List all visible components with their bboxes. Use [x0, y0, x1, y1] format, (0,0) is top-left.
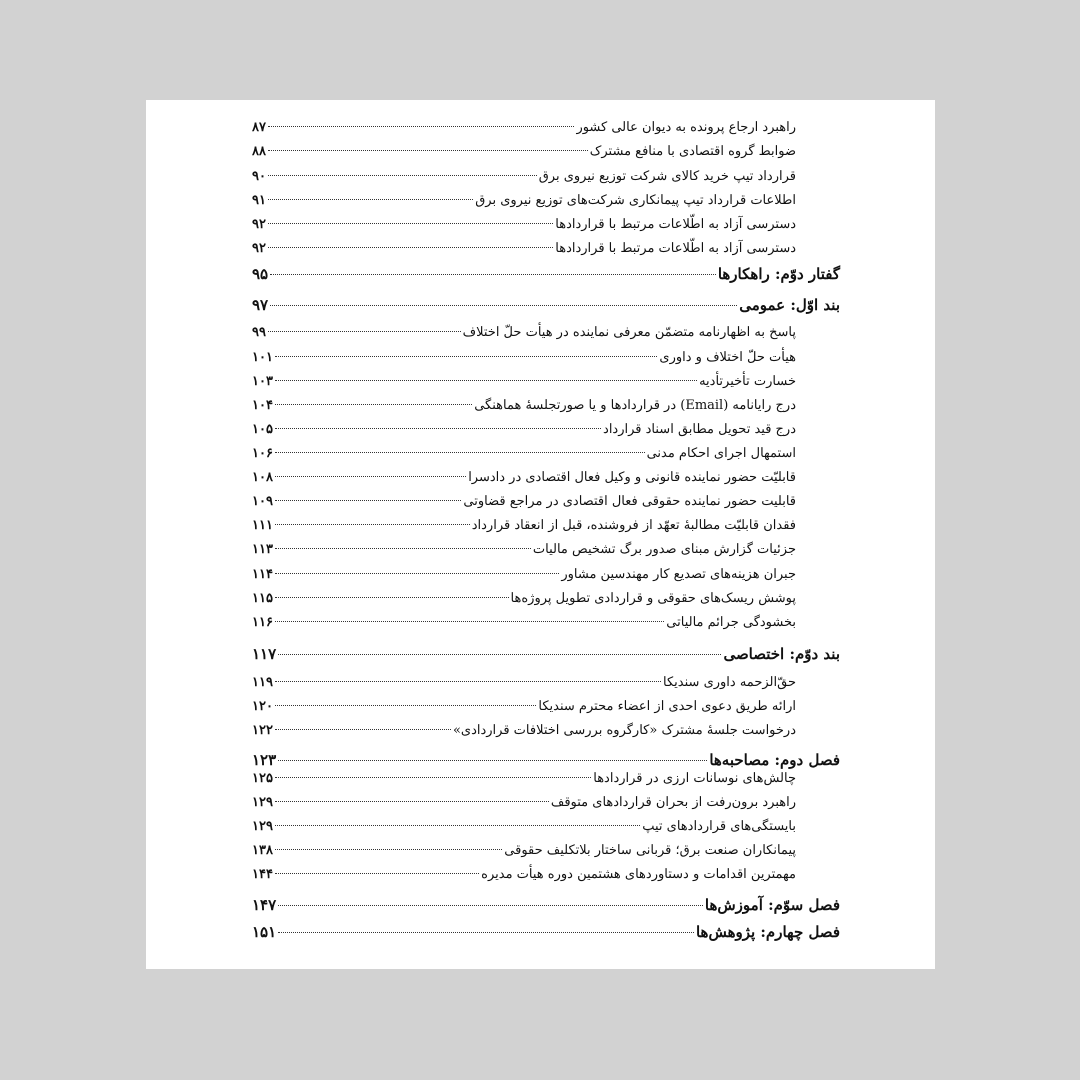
toc-entry-title: درج قید تحویل مطابق اسناد قرارداد [603, 422, 796, 437]
toc-entry-title: مهمترین اقدامات و دستاوردهای هشتمین دوره هیأت مدیره [481, 867, 796, 882]
toc-page-number: ۱۰۳ [252, 374, 273, 389]
toc-entry-row [252, 675, 796, 690]
dot-leader [278, 654, 721, 655]
toc-entry-row [252, 567, 796, 582]
toc-page-number: ۹۱ [252, 193, 266, 208]
toc-page-number: ۹۵ [252, 265, 269, 283]
toc-page-number: ۱۰۴ [252, 398, 273, 413]
toc-entry-title: ضوابط گروه اقتصادی با منافع مشترک [589, 144, 796, 159]
toc-heading-row [252, 896, 840, 914]
toc-page-number: ۱۳۸ [252, 843, 273, 858]
toc-entry-title: بایستگی‌های قراردادهای تیپ [642, 819, 796, 834]
toc-page-number: ۹۹ [252, 325, 266, 340]
toc-entry-row [252, 144, 796, 159]
toc-page-number: ۱۰۵ [252, 422, 273, 437]
toc-entry-title: پوشش ریسک‌های حقوقی و قراردادی تطویل پروژه‌ها [510, 591, 796, 606]
dot-leader [268, 175, 537, 176]
toc-entry-title: دسترسی آزاد به اطّلاعات مرتبط با قراردادها [555, 241, 796, 256]
dot-leader [268, 331, 461, 332]
dot-leader [268, 247, 553, 248]
toc-page-number: ۱۱۳ [252, 542, 273, 557]
toc-entry-row [252, 470, 796, 485]
dot-leader [275, 356, 657, 357]
dot-leader [275, 524, 470, 525]
dot-leader [268, 150, 588, 151]
toc-page-number: ۱۲۰ [252, 699, 273, 714]
toc-entry-row [252, 217, 796, 232]
toc-entry-title: فصل دوم: مصاحبه‌ها [709, 751, 840, 769]
dot-leader [270, 305, 737, 306]
toc-entry-row [252, 615, 796, 630]
toc-entry-title: چالش‌های نوسانات ارزی در قراردادها [593, 771, 796, 786]
dot-leader [275, 777, 591, 778]
toc-page-number: ۱۲۹ [252, 819, 273, 834]
toc-entry-title: دسترسی آزاد به اطّلاعات مرتبط با قراردادها [555, 217, 796, 232]
dot-leader [268, 199, 473, 200]
toc-page-number: ۹۲ [252, 241, 266, 256]
toc-entry-row [252, 795, 796, 810]
toc-page-number: ۸۷ [252, 120, 266, 135]
toc-entry-title: حقّ‌الزحمه داوری سندیکا [663, 675, 796, 690]
dot-leader [275, 404, 472, 405]
dot-leader [275, 500, 461, 501]
toc-page-number: ۹۷ [252, 296, 269, 314]
dot-leader [275, 849, 502, 850]
dot-leader [275, 548, 531, 549]
dot-leader [275, 729, 451, 730]
dot-leader [278, 932, 694, 933]
toc-entry-row [252, 843, 796, 858]
dot-leader [275, 476, 466, 477]
dot-leader [275, 705, 536, 706]
toc-entry-row [252, 374, 796, 389]
toc-entry-row [252, 325, 796, 340]
toc-entry-row [252, 819, 796, 834]
toc-entry-title: فصل چهارم: پژوهش‌ها [695, 923, 840, 941]
toc-entry-title: قابلیّت حضور نماینده قانونی و وکیل فعال اقتصادی در دادسرا [468, 470, 796, 485]
dot-leader [275, 825, 640, 826]
toc-entry-title: پاسخ به اظهارنامه متضمّن معرفی نماینده در هیأت حلّ اختلاف [462, 325, 796, 340]
toc-entry-row [252, 241, 796, 256]
dot-leader [275, 428, 601, 429]
toc-entry-row [252, 169, 796, 184]
toc-entry-title: فقدان قابلیّت مطالبهٔ تعهّد از فروشنده، قبل از انعقاد قرارداد [471, 518, 796, 533]
toc-entry-title: ارائه طریق دعوی احدی از اعضاء محترم سندیکا [538, 699, 796, 714]
toc-page-number: ۱۰۹ [252, 494, 273, 509]
dot-leader [268, 223, 553, 224]
toc-entry-row [252, 446, 796, 461]
toc-entry-row [252, 867, 796, 882]
toc-entry-title: بند اوّل: عمومی [739, 296, 840, 314]
toc-entry-title: درج رایانامه (Email) در قراردادها و یا صورتجلسهٔ هماهنگی [474, 398, 796, 413]
toc-entry-row [252, 542, 796, 557]
toc-page-number: ۱۱۴ [252, 567, 273, 582]
toc-page-number: ۹۲ [252, 217, 266, 232]
toc-page-number: ۱۱۱ [252, 518, 273, 533]
toc-entry-title: درخواست جلسهٔ مشترک «کارگروه بررسی اختلافات قراردادی» [452, 723, 796, 738]
toc-entry-title: بخشودگی جرائم مالیاتی [666, 615, 796, 630]
toc-heading-row [252, 296, 840, 314]
toc-entry-row [252, 422, 796, 437]
dot-leader [270, 274, 716, 275]
toc-page-number: ۱۱۵ [252, 591, 273, 606]
toc-page-number: ۱۲۲ [252, 723, 273, 738]
toc-page-number: ۱۵۱ [252, 923, 277, 941]
toc-entry-row [252, 591, 796, 606]
toc-entry-row [252, 120, 796, 135]
toc-heading-row [252, 265, 840, 283]
toc-entry-title: قرارداد تیپ خرید کالای شرکت توزیع نیروی برق [538, 169, 796, 184]
toc-heading-row [252, 645, 840, 663]
dot-leader [278, 760, 707, 761]
toc-page-number: ۱۰۸ [252, 470, 273, 485]
toc-entry-title: اطلاعات قرارداد تیپ پیمانکاری شرکت‌های توزیع نیروی برق [475, 193, 796, 208]
toc-entry-row [252, 771, 796, 786]
toc-entry-row [252, 494, 796, 509]
toc-entry-title: استمهال اجرای احکام مدنی [646, 446, 796, 461]
toc-page-number: ۱۲۹ [252, 795, 273, 810]
toc-page-number: ۱۰۱ [252, 350, 273, 365]
toc-entry-title: پیمانکاران صنعت برق؛ قربانی ساختار بلاتکلیف حقوقی [504, 843, 796, 858]
toc-page-number: ۱۴۷ [252, 896, 277, 914]
toc-page-number: ۱۰۶ [252, 446, 273, 461]
dot-leader [275, 380, 697, 381]
document-page [146, 100, 935, 969]
toc-entry-title: بند دوّم: اختصاصی [723, 645, 840, 663]
table-of-contents [146, 100, 935, 969]
toc-entry-title: گفتار دوّم: راهکارها [717, 265, 840, 283]
toc-page-number: ۱۱۶ [252, 615, 273, 630]
toc-entry-title: خسارت تأخیرتأدیه [699, 374, 796, 389]
dot-leader [275, 597, 509, 598]
toc-entry-row [252, 350, 796, 365]
toc-entry-row [252, 723, 796, 738]
dot-leader [268, 126, 574, 127]
toc-entry-title: قابلیت حضور نماینده حقوقی فعال اقتصادی در مراجع قضاوتی [463, 494, 796, 509]
toc-heading-row [252, 923, 840, 941]
toc-page-number: ۸۸ [252, 144, 266, 159]
toc-entry-title: راهبرد ارجاع پرونده به دیوان عالی کشور [576, 120, 796, 135]
toc-heading-row [252, 751, 840, 769]
dot-leader [275, 873, 479, 874]
toc-entry-title: راهبرد برون‌رفت از بحران قراردادهای متوقف [550, 795, 796, 810]
dot-leader [275, 801, 549, 802]
toc-entry-row [252, 699, 796, 714]
toc-entry-title: فصل سوّم: آموزش‌ها [704, 896, 840, 914]
dot-leader [275, 681, 661, 682]
dot-leader [275, 621, 664, 622]
toc-page-number: ۱۲۵ [252, 771, 273, 786]
dot-leader [275, 573, 559, 574]
toc-entry-title: جبران هزینه‌های تصدیع کار مهندسین مشاور [561, 567, 796, 582]
toc-entry-row [252, 193, 796, 208]
toc-page-number: ۱۱۹ [252, 675, 273, 690]
toc-entry-title: هیأت حلّ اختلاف و داوری [659, 350, 796, 365]
toc-entry-row [252, 518, 796, 533]
toc-entry-title: جزئیات گزارش مبنای صدور برگ تشخیص مالیات [532, 542, 796, 557]
toc-page-number: ۱۱۷ [252, 645, 277, 663]
dot-leader [278, 905, 703, 906]
toc-entry-row [252, 398, 796, 413]
toc-page-number: ۹۰ [252, 169, 266, 184]
toc-page-number: ۱۴۴ [252, 867, 273, 882]
toc-page-number: ۱۲۳ [252, 751, 277, 769]
dot-leader [275, 452, 645, 453]
